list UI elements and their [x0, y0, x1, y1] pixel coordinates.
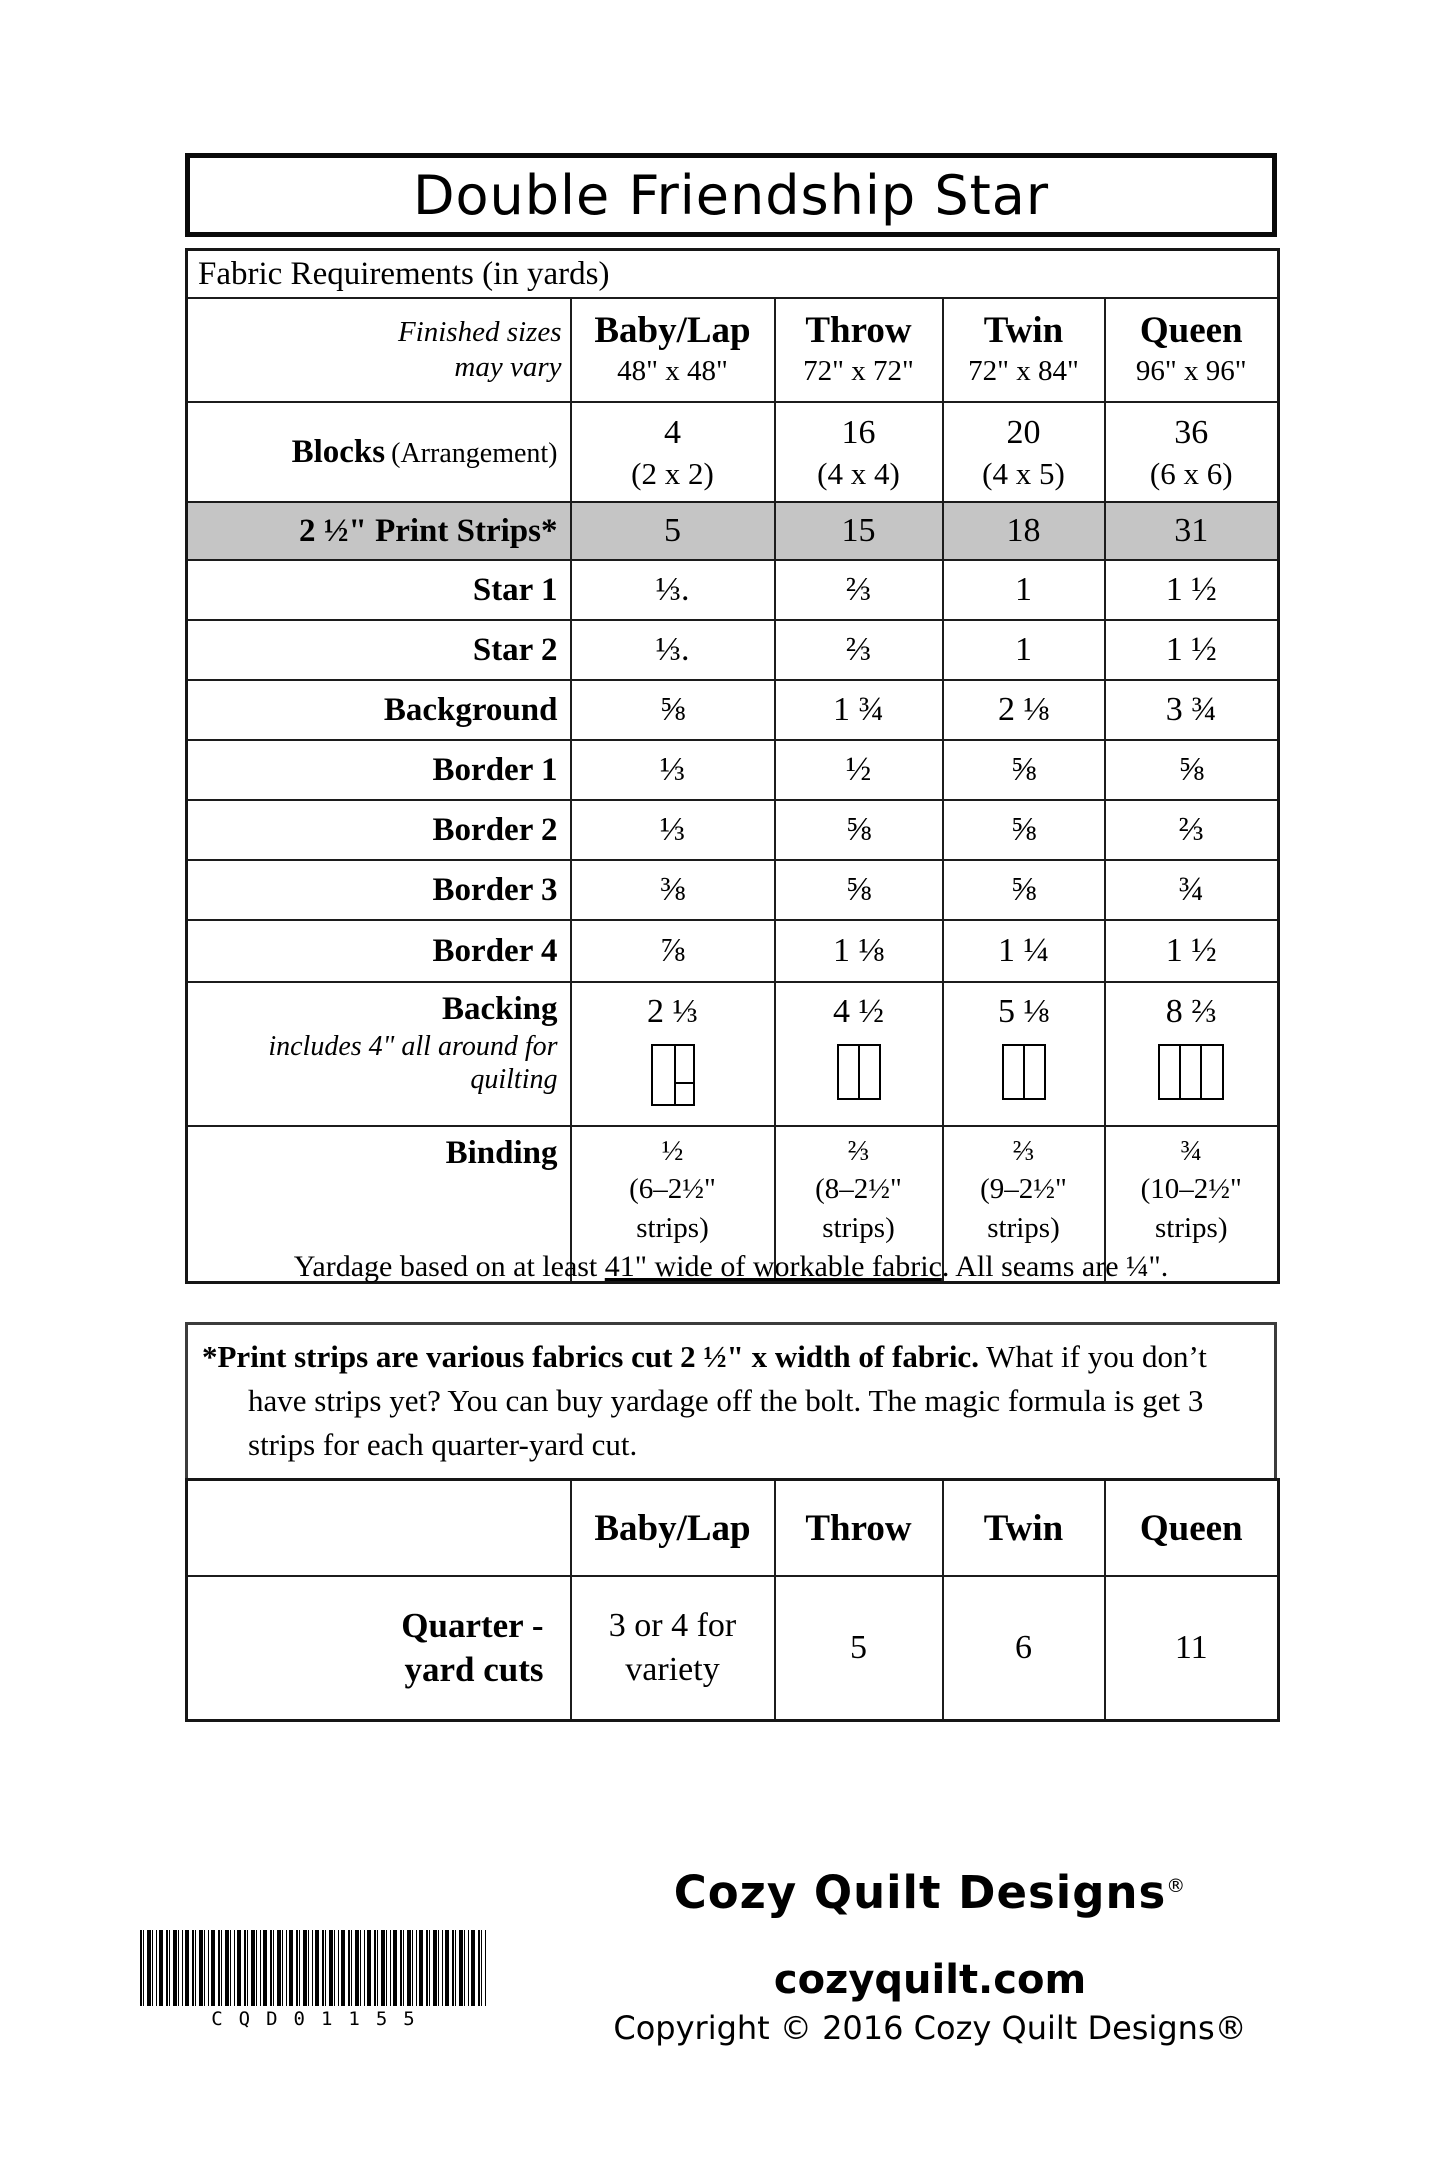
cell-star1-baby: ⅓. [571, 560, 775, 620]
yardage-footnote [185, 1250, 1277, 1284]
row-label-border-3: Border 3 [187, 860, 571, 920]
cell-border1-twin: ⅝ [943, 740, 1105, 800]
yardage-underlined: 41" wide of workable fabric [604, 1250, 942, 1283]
table-row-star-1 [187, 560, 1279, 620]
cell-binding-throw: ⅔ (8–2½" strips) [775, 1126, 943, 1283]
table-row-quarter-yard-cuts [187, 1576, 1279, 1721]
cell-background-twin: 2 ⅛ [943, 680, 1105, 740]
row-label-star-1: Star 1 [187, 560, 571, 620]
cell-star2-throw: ⅔ [775, 620, 943, 680]
row-label-star-2: Star 2 [187, 620, 571, 680]
cell-blocks-throw: 16 (4 x 4) [775, 402, 943, 502]
cell-border2-queen: ⅔ [1105, 800, 1279, 860]
table-row-border-3 [187, 860, 1279, 920]
cell-qyc-baby: 3 or 4 for variety [571, 1576, 775, 1721]
cell-print-strips-twin: 18 [943, 502, 1105, 560]
registered-mark-icon: ® [1166, 1875, 1187, 1897]
cell-border3-throw: ⅝ [775, 860, 943, 920]
cell-blocks-baby: 4 (2 x 2) [571, 402, 775, 502]
table-row-border-1 [187, 740, 1279, 800]
cell-print-strips-baby: 5 [571, 502, 775, 560]
row-label-background: Background [187, 680, 571, 740]
cell-border4-twin: 1 ¼ [943, 920, 1105, 982]
brand-logo: Cozy Quilt Designs® [673, 1866, 1187, 1919]
table-row-print-strips [187, 502, 1279, 560]
cell-blocks-queen: 36 (6 x 6) [1105, 402, 1279, 502]
quarter-yard-cuts-table [185, 1478, 1280, 1722]
print-strips-note-box [185, 1322, 1277, 1486]
backing-layout-diagram [651, 1044, 695, 1106]
backing-layout-diagram [1158, 1044, 1224, 1100]
cell-border2-baby: ⅓ [571, 800, 775, 860]
cell-border4-queen: 1 ½ [1105, 920, 1279, 982]
cell-background-throw: 1 ¾ [775, 680, 943, 740]
cell-star2-twin: 1 [943, 620, 1105, 680]
row-label-quarter-yard-cuts: Quarter - yard cuts [187, 1576, 571, 1721]
cell-border1-baby: ⅓ [571, 740, 775, 800]
column-header-throw: Throw [775, 1480, 943, 1577]
cell-background-baby: ⅝ [571, 680, 775, 740]
fabric-requirements-table [185, 248, 1280, 1284]
cell-border3-queen: ¾ [1105, 860, 1279, 920]
cell-backing-queen: 8 ⅔ [1105, 982, 1279, 1126]
cell-star1-twin: 1 [943, 560, 1105, 620]
table-row-star-2 [187, 620, 1279, 680]
corner-empty-cell [187, 1480, 571, 1577]
column-header-queen: Queen 96" x 96" [1105, 298, 1279, 402]
cell-border4-throw: 1 ⅛ [775, 920, 943, 982]
cell-qyc-twin: 6 [943, 1576, 1105, 1721]
row-label-backing: Backing includes 4" all around for quilting [187, 982, 571, 1126]
cell-binding-queen: ¾ (10–2½" strips) [1105, 1126, 1279, 1283]
barcode-bars [140, 1930, 486, 2006]
cell-binding-twin: ⅔ (9–2½" strips) [943, 1126, 1105, 1283]
copyright-text: Copyright © 2016 Cozy Quilt Designs® [613, 2009, 1247, 2047]
yardage-prefix: Yardage based on at least [293, 1250, 605, 1283]
footer [560, 1866, 1300, 2047]
backing-layout-diagram [837, 1044, 881, 1100]
cell-star1-queen: 1 ½ [1105, 560, 1279, 620]
table-caption: Fabric Requirements (in yards) [187, 250, 1279, 299]
row-label-border-4: Border 4 [187, 920, 571, 982]
cell-star2-queen: 1 ½ [1105, 620, 1279, 680]
note-regular-text: What if you don’t have strips yet? You can buy yardage off the bolt. The magic formula is get 3 strips for each quarter-yard cut. [248, 1339, 1207, 1463]
cell-qyc-queen: 11 [1105, 1576, 1279, 1721]
cell-backing-twin: 5 ⅛ [943, 982, 1105, 1126]
barcode [140, 1930, 486, 2030]
column-header-queen: Queen [1105, 1480, 1279, 1577]
cell-binding-baby: ½ (6–2½" strips) [571, 1126, 775, 1283]
table-row-background [187, 680, 1279, 740]
note-bold-text: *Print strips are various fabrics cut 2 ½" x width of fabric. [202, 1339, 979, 1374]
row-label-binding: Binding [187, 1126, 571, 1283]
column-header-baby-lap: Baby/Lap [571, 1480, 775, 1577]
cell-border2-throw: ⅝ [775, 800, 943, 860]
header-row [187, 298, 1279, 402]
row-label-border-2: Border 2 [187, 800, 571, 860]
table-row-backing [187, 982, 1279, 1126]
column-header-twin: Twin [943, 1480, 1105, 1577]
cell-backing-baby: 2 ⅓ [571, 982, 775, 1126]
table-caption-row [187, 250, 1279, 299]
row-label-print-strips: 2 ½" Print Strips* [187, 502, 571, 560]
cell-border3-baby: ⅜ [571, 860, 775, 920]
page-title: Double Friendship Star [412, 163, 1050, 227]
corner-note-line2: may vary [454, 351, 562, 383]
table-row-blocks [187, 402, 1279, 502]
cell-border4-baby: ⅞ [571, 920, 775, 982]
yardage-suffix: . All seams are ¼". [941, 1250, 1169, 1283]
title-box [185, 153, 1277, 237]
cell-background-queen: 3 ¾ [1105, 680, 1279, 740]
backing-layout-diagram [1002, 1044, 1046, 1100]
cell-border2-twin: ⅝ [943, 800, 1105, 860]
cell-print-strips-queen: 31 [1105, 502, 1279, 560]
cell-star2-baby: ⅓. [571, 620, 775, 680]
column-header-twin: Twin 72" x 84" [943, 298, 1105, 402]
cell-star1-throw: ⅔ [775, 560, 943, 620]
column-header-throw: Throw 72" x 72" [775, 298, 943, 402]
corner-note-line1: Finished sizes [397, 316, 562, 349]
cell-blocks-twin: 20 (4 x 5) [943, 402, 1105, 502]
cell-qyc-throw: 5 [775, 1576, 943, 1721]
corner-note [187, 298, 571, 402]
column-header-baby-lap: Baby/Lap 48" x 48" [571, 298, 775, 402]
cell-backing-throw: 4 ½ [775, 982, 943, 1126]
cell-print-strips-throw: 15 [775, 502, 943, 560]
barcode-text: CQD01155 [211, 2008, 431, 2030]
table-row-border-4 [187, 920, 1279, 982]
cell-border1-throw: ½ [775, 740, 943, 800]
row-label-border-1: Border 1 [187, 740, 571, 800]
website-text: cozyquilt.com [773, 1957, 1087, 2003]
row-label-blocks: Blocks (Arrangement) [187, 402, 571, 502]
cell-border3-twin: ⅝ [943, 860, 1105, 920]
table-row-border-2 [187, 800, 1279, 860]
header-row [187, 1480, 1279, 1577]
cell-border1-queen: ⅝ [1105, 740, 1279, 800]
